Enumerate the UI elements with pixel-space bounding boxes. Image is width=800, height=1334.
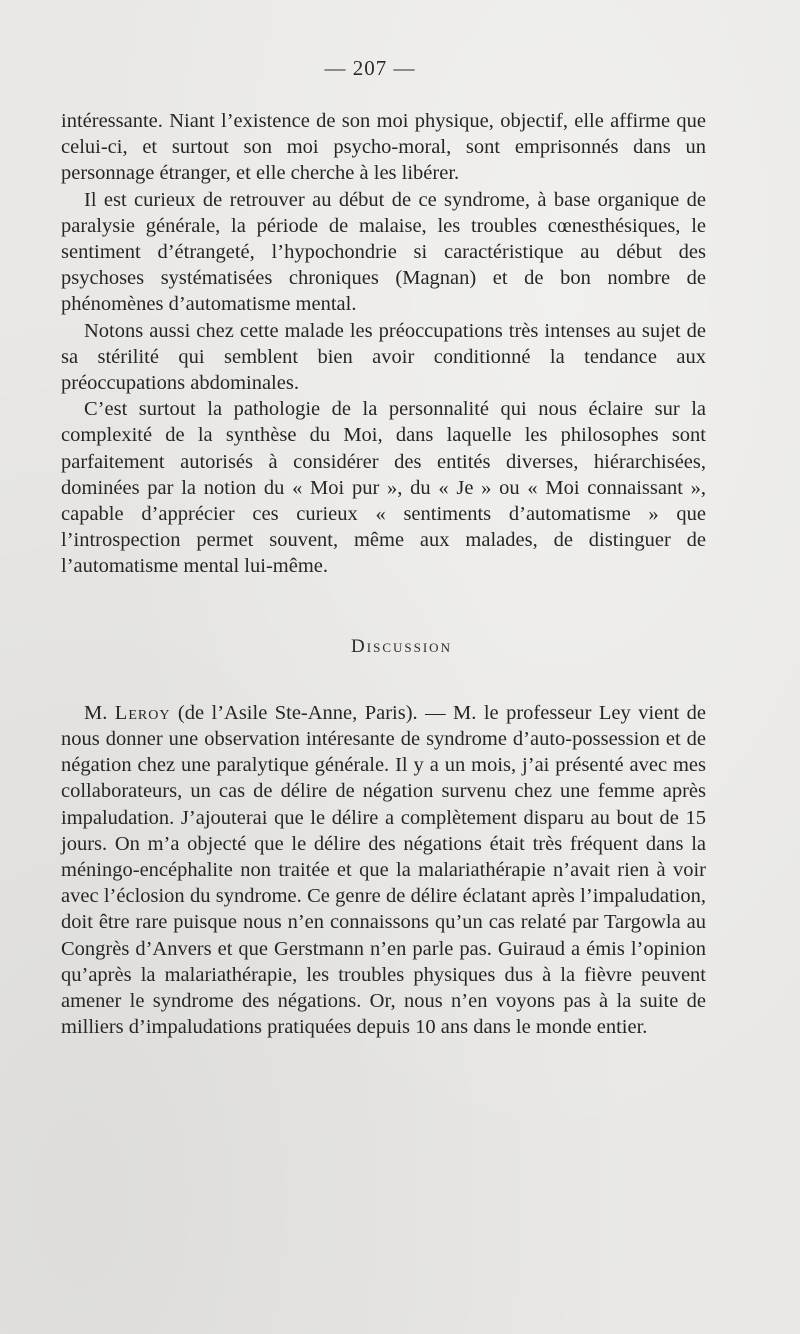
- discussion-paragraph: [61, 700, 706, 1041]
- paragraph-3: Notons aussi chez cette malade les préoccupations très intenses au sujet de sa stérilité qui semblent bien avoir conditionné la tendance aux préoccupations abdominales.: [61, 319, 706, 395]
- section-heading: Discussion: [351, 635, 452, 657]
- body-text: [61, 108, 706, 1041]
- page-number: — 207 —: [324, 56, 416, 80]
- paragraph-4: C’est surtout la pathologie de la personnalité qui nous éclaire sur la complexité de la synthèse du Moi, dans laquelle les philosophes sont parfaitement autorisés à considérer des entités diverses, hiérarchisées, dominées par la notion du « Moi pur », du « Je » ou « Moi connaissant », capable d’apprécier ces curieux « sentiments d’automatisme » que l’introspection permet souvent, même aux malades, de distinguer de l’automatisme mental lui-même.: [61, 398, 706, 578]
- paragraph-2: Il est curieux de retrouver au début de ce syndrome, à base organique de paralysie générale, la période de malaise, les troubles cœnesthésiques, le sentiment d’étrangeté, l’hypochondrie si caractéristique au début des psychoses systématisées chroniques (Magnan) et de bon nombre de phénomènes d’automatisme mental.: [61, 188, 706, 316]
- paragraph-1: intéressante. Niant l’existence de son moi physique, objectif, elle affirme que celui-ci, et surtout son moi psycho-moral, sont emprisonnés dans un personnage étranger, et elle cherche à les libérer.: [61, 110, 706, 185]
- speaker-prefix: M.: [84, 701, 115, 724]
- speaker-name: Leroy: [114, 701, 171, 724]
- discussion-text: (de l’Asile Ste-Anne, Paris). — M. le professeur Ley vient de nous donner une observation intéresante de syndrome d’auto-possession et de négation chez une paralytique générale. Il y a un mois, j’ai présenté avec mes collaborateurs, un cas de délire de négation survenu chez une femme après impaludation. J’ajouterai que le délire a complètement disparu au bout de 15 jours. On m’a objecté que le délire des négations était très fréquent dans la méningo-encéphalite non traitée et que la malariathérapie n’avait rien à voir avec l’éclosion du syndrome. Ce genre de délire éclatant après l’impaludation, doit être rare puisque nous n’en connaissons qu’un cas relaté par Targowla au Congrès d’Anvers et que Gerstmann n’en parle pas. Guiraud a émis l’opinion qu’après la malariathérapie, les troubles physiques dus à la fièvre peuvent amener le syndrome des négations. Or, nous n’en voyons pas à la suite de milliers d’impaludations pratiquées depuis 10 ans dans le monde entier.: [61, 701, 706, 1039]
